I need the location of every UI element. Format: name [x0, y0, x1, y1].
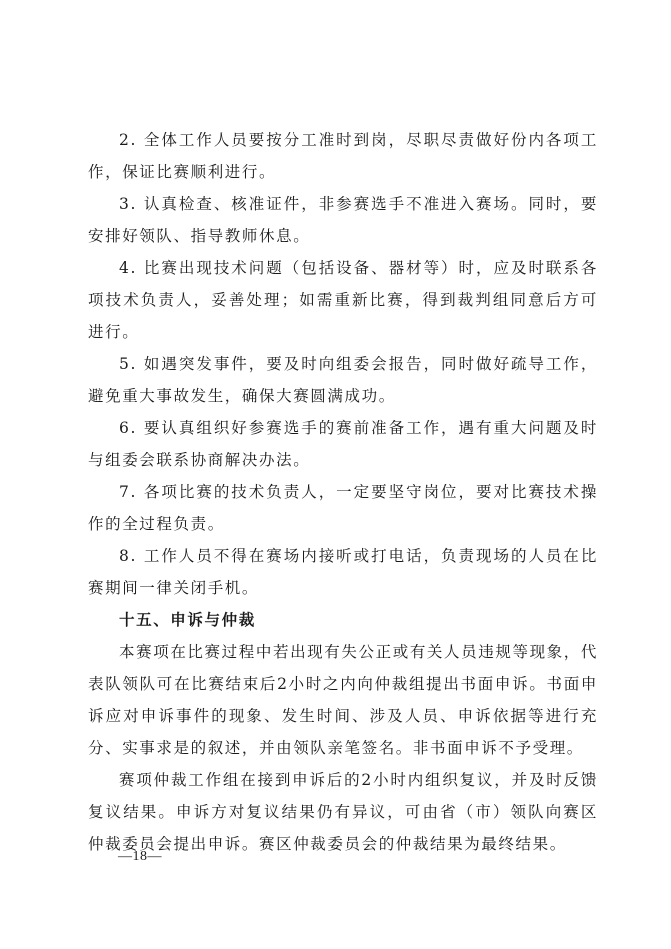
paragraph-appeal-procedure: 本赛项在比赛过程中若出现有失公正或有关人员违规等现象，代表队领队可在比赛结束后2小时之内向仲裁组提出书面申诉。书面申诉应对申诉事件的现象、发生时间、涉及人员、申诉依据等进行充分、实事求是的叙述，并由领队亲笔签名。非书面申诉不予受理。 [88, 643, 598, 757]
paragraph-item-6: 6. 要认真组织好参赛选手的赛前准备工作，遇有重大问题及时与组委会联系协商解决办法。 [88, 419, 598, 469]
paragraph-item-4: 4. 比赛出现技术问题（包括设备、器材等）时，应及时联系各项技术负责人，妥善处理；如需重新比赛，得到裁判组同意后方可进行。 [88, 259, 598, 341]
paragraph-item-2: 2. 全体工作人员要按分工准时到岗，尽职尽责做好份内各项工作，保证比赛顺利进行。 [88, 131, 598, 181]
section-heading-appeal-arbitration: 十五、申诉与仲裁 [119, 611, 256, 629]
document-body [88, 124, 598, 860]
paragraph-item-3: 3. 认真检查、核准证件，非参赛选手不准进入赛场。同时，要安排好领队、指导教师休息。 [88, 195, 598, 245]
page-number: —18— [118, 849, 162, 864]
paragraph-item-8: 8. 工作人员不得在赛场内接听或打电话，负责现场的人员在比赛期间一律关闭手机。 [88, 547, 598, 597]
paragraph-item-7: 7. 各项比赛的技术负责人，一定要坚守岗位，要对比赛技术操作的全过程负责。 [88, 483, 598, 533]
paragraph-item-5: 5. 如遇突发事件，要及时向组委会报告，同时做好疏导工作，避免重大事故发生，确保大赛圆满成功。 [88, 355, 598, 405]
paragraph-arbitration-result: 赛项仲裁工作组在接到申诉后的2小时内组织复议，并及时反馈复议结果。申诉方对复议结果仍有异议，可由省（市）领队向赛区仲裁委员会提出申诉。赛区仲裁委员会的仲裁结果为最终结果。 [88, 771, 598, 853]
